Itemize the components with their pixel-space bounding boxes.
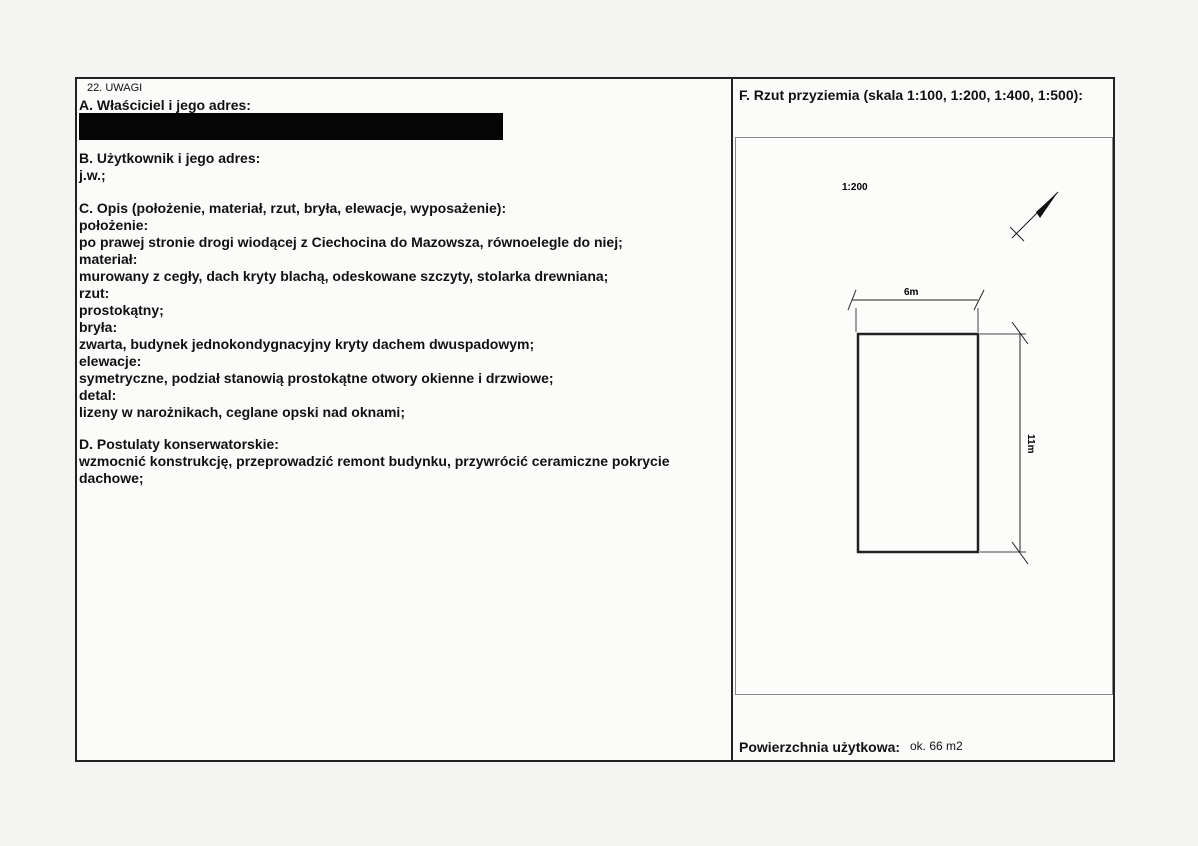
material-value: murowany z cegły, dach kryty blachą, odeskowane szczyty, stolarka drewniana; [79,268,609,284]
scale-label: 1:200 [842,182,868,193]
elevations-value: symetryczne, podział stanowią prostokątne otwory okienne i drzwiowe; [79,370,554,386]
usable-area-value: ok. 66 m2 [910,739,963,753]
usable-area-label: Powierzchnia użytkowa: [739,739,901,755]
plan-svg [736,138,1114,696]
owner-heading: A. Właściciel i jego adres: [79,97,251,113]
width-label: 6m [904,287,919,298]
detail-value: lizeny w narożnikach, ceglane opski nad oknami; [79,404,405,420]
section-number: 22. UWAGI [87,82,143,94]
elevations-label: elewacje: [79,353,142,369]
building-outline [858,334,978,552]
description-heading: C. Opis (położenie, materiał, rzut, bryła, elewacje, wyposażenie): [79,200,507,216]
length-label: 11m [1025,434,1036,454]
remarks-column [77,79,733,760]
north-arrow-icon [1010,192,1058,241]
conservation-heading: D. Postulaty konserwatorskie: [79,436,279,452]
conservation-value-line2: dachowe; [79,470,144,486]
location-value: po prawej stronie drogi wiodącej z Ciechocina do Mazowsza, równoelegle do niej; [79,234,623,250]
ground-plan-drawing [735,137,1113,695]
material-label: materiał: [79,251,138,267]
width-dimension [848,287,984,332]
user-heading: B. Użytkownik i jego adres: [79,150,261,166]
ground-plan-title: F. Rzut przyziemia (skala 1:100, 1:200, 1:400, 1:500): [739,87,1083,103]
conservation-value-line1: wzmocnić konstrukcję, przeprowadzić remont budynku, przywrócić ceramiczne pokrycie [79,453,670,469]
mass-value: zwarta, budynek jednokondygnacyjny kryty dachem dwuspadowym; [79,336,535,352]
plan-value: prostokątny; [79,302,164,318]
plan-label: rzut: [79,285,110,301]
ground-plan-column [733,79,1113,760]
mass-label: bryła: [79,319,118,335]
redacted-owner-address [79,113,503,140]
location-label: położenie: [79,217,149,233]
record-card-sheet [75,77,1115,762]
length-dimension [980,322,1036,564]
user-value: j.w.; [79,167,106,183]
detail-label: detal: [79,387,117,403]
